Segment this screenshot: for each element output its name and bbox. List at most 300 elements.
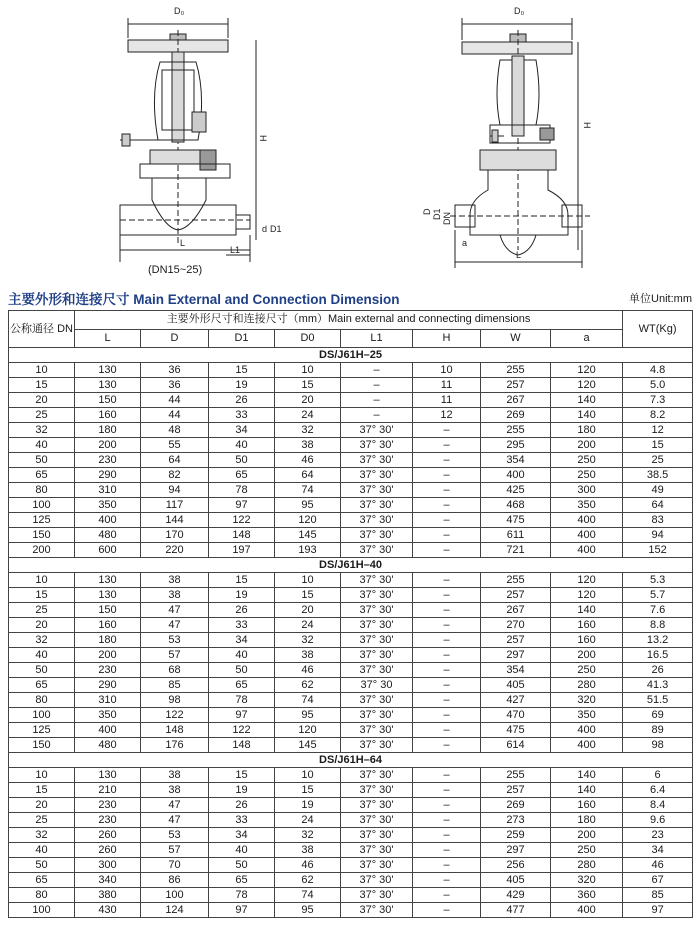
table-cell: 405 (481, 873, 551, 888)
table-cell: 37° 30' (341, 423, 413, 438)
table-cell: 230 (75, 663, 141, 678)
table-cell: 19 (209, 783, 275, 798)
table-cell: 260 (75, 828, 141, 843)
table-cell: 15 (275, 783, 341, 798)
table-cell: 97 (209, 903, 275, 918)
table-cell: 144 (141, 513, 209, 528)
table-cell: 10 (9, 363, 75, 378)
left-height-label: H (258, 135, 268, 142)
right-height-label: H (582, 122, 592, 129)
table-cell: 340 (75, 873, 141, 888)
table-cell: 269 (481, 408, 551, 423)
table-cell: – (413, 423, 481, 438)
table-cell: 8.2 (623, 408, 693, 423)
table-cell: 468 (481, 498, 551, 513)
table-cell: – (413, 888, 481, 903)
page-heading: 主要外形和连接尺寸 Main External and Connection Dimension (8, 292, 400, 307)
table-cell: 37° 30' (341, 873, 413, 888)
table-cell: 130 (75, 363, 141, 378)
table-row (9, 513, 693, 528)
table-cell: 62 (275, 873, 341, 888)
header-col-w: W (481, 329, 551, 348)
table-row (9, 903, 693, 918)
table-cell: 50 (209, 453, 275, 468)
table-cell: 250 (551, 453, 623, 468)
section-heading-row (8, 288, 692, 306)
table-cell: 74 (275, 693, 341, 708)
table-cell: 269 (481, 798, 551, 813)
table-cell: – (413, 738, 481, 753)
table-cell: 37° 30' (341, 828, 413, 843)
table-cell: 320 (551, 873, 623, 888)
header-col-a: a (551, 329, 623, 348)
table-row (9, 528, 693, 543)
table-cell: 50 (209, 663, 275, 678)
table-cell: – (413, 618, 481, 633)
table-cell: 48 (141, 423, 209, 438)
table-cell: 86 (141, 873, 209, 888)
table-cell: 32 (275, 828, 341, 843)
table-cell: 120 (551, 363, 623, 378)
table-cell: 380 (75, 888, 141, 903)
table-cell: 97 (209, 498, 275, 513)
table-cell: 140 (551, 783, 623, 798)
table-cell: 50 (9, 858, 75, 873)
table-cell: 145 (275, 738, 341, 753)
table-row (9, 843, 693, 858)
table-cell: 425 (481, 483, 551, 498)
table-cell: 148 (209, 528, 275, 543)
right-valve-drawing (450, 18, 590, 268)
table-cell: 176 (141, 738, 209, 753)
table-row (9, 498, 693, 513)
table-cell: 49 (623, 483, 693, 498)
table-cell: 100 (9, 708, 75, 723)
table-cell: 470 (481, 708, 551, 723)
table-cell: 32 (9, 423, 75, 438)
table-cell: 36 (141, 378, 209, 393)
table-cell: – (413, 858, 481, 873)
table-cell: 25 (9, 408, 75, 423)
table-cell: 37° 30' (341, 453, 413, 468)
table-cell: 80 (9, 693, 75, 708)
table-cell: 122 (141, 708, 209, 723)
right-a-label: a (462, 238, 468, 248)
table-cell: – (413, 633, 481, 648)
table-cell: 20 (275, 603, 341, 618)
table-cell: 400 (481, 468, 551, 483)
table-cell: 38 (141, 783, 209, 798)
table-cell: 148 (141, 723, 209, 738)
drawing-caption: (DN15~25) (148, 264, 203, 276)
table-cell: 40 (9, 648, 75, 663)
left-d-label: d (262, 224, 268, 234)
table-cell: 300 (75, 858, 141, 873)
table-cell: 220 (141, 543, 209, 558)
table-cell: 37° 30' (341, 483, 413, 498)
table-cell: 122 (209, 513, 275, 528)
table-cell: 37° 30' (341, 618, 413, 633)
table-cell: 85 (623, 888, 693, 903)
table-cell: 97 (209, 708, 275, 723)
table-cell: 10 (9, 768, 75, 783)
table-cell: 405 (481, 678, 551, 693)
table-cell: 15 (209, 573, 275, 588)
table-row (9, 588, 693, 603)
table-cell: 37° 30' (341, 513, 413, 528)
table-cell: 50 (9, 453, 75, 468)
table-cell: 125 (9, 723, 75, 738)
table-cell: 46 (275, 453, 341, 468)
table-cell: 600 (75, 543, 141, 558)
table-cell: 34 (209, 633, 275, 648)
table-cell: 95 (275, 498, 341, 513)
table-cell: 430 (75, 903, 141, 918)
table-cell: 25 (9, 813, 75, 828)
table-cell: 427 (481, 693, 551, 708)
table-row (9, 618, 693, 633)
table-cell: 50 (209, 858, 275, 873)
table-cell: 37° 30' (341, 543, 413, 558)
table-cell: – (413, 483, 481, 498)
table-row (9, 678, 693, 693)
table-cell: 34 (209, 423, 275, 438)
table-cell: 44 (141, 408, 209, 423)
table-cell: 257 (481, 633, 551, 648)
table-cell: 37° 30 (341, 678, 413, 693)
table-cell: 38 (141, 768, 209, 783)
table-cell: 200 (551, 828, 623, 843)
table-cell: 360 (551, 888, 623, 903)
table-cell: 46 (275, 858, 341, 873)
table-cell: 15 (9, 378, 75, 393)
table-cell: 400 (551, 513, 623, 528)
table-cell: – (413, 798, 481, 813)
table-cell: 24 (275, 813, 341, 828)
table-cell: 354 (481, 453, 551, 468)
table-row (9, 603, 693, 618)
table-cell: 38 (141, 573, 209, 588)
table-cell: 140 (551, 603, 623, 618)
valve-drawings (0, 0, 700, 282)
header-col-h: H (413, 329, 481, 348)
table-cell: – (413, 768, 481, 783)
table-cell: 78 (209, 888, 275, 903)
table-cell: 65 (209, 468, 275, 483)
table-cell: 40 (209, 438, 275, 453)
table-row (9, 783, 693, 798)
table-cell: 200 (75, 648, 141, 663)
table-cell: 65 (209, 873, 275, 888)
table-cell: 34 (209, 828, 275, 843)
table-cell: – (413, 813, 481, 828)
table-cell: – (413, 663, 481, 678)
table-cell: 64 (275, 468, 341, 483)
table-cell: 74 (275, 483, 341, 498)
table-cell: 15 (9, 783, 75, 798)
table-cell: 259 (481, 828, 551, 843)
table-cell: 160 (75, 408, 141, 423)
table-cell: 295 (481, 438, 551, 453)
table-cell: 10 (275, 768, 341, 783)
table-cell: 140 (551, 408, 623, 423)
table-cell: 11 (413, 393, 481, 408)
table-cell: 140 (551, 393, 623, 408)
table-cell: 480 (75, 528, 141, 543)
table-cell: 40 (9, 843, 75, 858)
table-cell: 15 (623, 438, 693, 453)
table-cell: 310 (75, 483, 141, 498)
table-cell: 85 (141, 678, 209, 693)
table-cell: 37° 30' (341, 798, 413, 813)
table-cell: – (413, 903, 481, 918)
table-row (9, 858, 693, 873)
table-cell: 26 (209, 603, 275, 618)
table-cell: 230 (75, 813, 141, 828)
table-row (9, 633, 693, 648)
table-cell: 47 (141, 798, 209, 813)
header-wt: WT(Kg) (623, 311, 693, 348)
table-body (9, 348, 693, 918)
header-col-d1: D1 (209, 329, 275, 348)
table-cell: 180 (551, 423, 623, 438)
table-cell: 19 (209, 588, 275, 603)
table-cell: 267 (481, 393, 551, 408)
table-cell: 94 (141, 483, 209, 498)
table-cell: 120 (275, 723, 341, 738)
table-cell: 82 (141, 468, 209, 483)
table-cell: 26 (623, 663, 693, 678)
table-cell: 69 (623, 708, 693, 723)
header-group: 主要外形尺寸和连接尺寸（mm）Main external and connecting dimensions (75, 311, 623, 330)
table-cell: 255 (481, 573, 551, 588)
table-cell: 19 (209, 378, 275, 393)
table-cell: 40 (209, 648, 275, 663)
table-cell: – (413, 678, 481, 693)
table-cell: 41.3 (623, 678, 693, 693)
table-cell: 400 (551, 543, 623, 558)
table-cell: 37° 30' (341, 468, 413, 483)
table-cell: 36 (141, 363, 209, 378)
table-cell: 4.8 (623, 363, 693, 378)
table-cell: 70 (141, 858, 209, 873)
header-col-l: L (75, 329, 141, 348)
right-d1-label: D1 (432, 208, 442, 220)
table-cell: 230 (75, 798, 141, 813)
table-cell: 100 (141, 888, 209, 903)
table-cell: 38 (275, 843, 341, 858)
table-cell: 20 (9, 798, 75, 813)
table-cell: 51.5 (623, 693, 693, 708)
table-cell: 25 (623, 453, 693, 468)
table-cell: 89 (623, 723, 693, 738)
table-cell: 145 (275, 528, 341, 543)
table-cell: 197 (209, 543, 275, 558)
table-row (9, 648, 693, 663)
table-cell: 38 (275, 648, 341, 663)
table-cell: 257 (481, 588, 551, 603)
table-cell: 10 (413, 363, 481, 378)
table-cell: 400 (75, 723, 141, 738)
table-cell: 46 (623, 858, 693, 873)
table-cell: 67 (623, 873, 693, 888)
table-cell: 170 (141, 528, 209, 543)
table-cell: 120 (275, 513, 341, 528)
table-cell: 37° 30' (341, 813, 413, 828)
table-cell: 37° 30' (341, 438, 413, 453)
table-cell: 200 (551, 648, 623, 663)
table-cell: 290 (75, 468, 141, 483)
table-cell: 150 (9, 528, 75, 543)
table-cell: – (413, 513, 481, 528)
table-cell: 160 (551, 798, 623, 813)
table-cell: 480 (75, 738, 141, 753)
table-cell: 65 (209, 678, 275, 693)
section-title: DS/J61H–40 (9, 558, 693, 573)
table-cell: – (413, 543, 481, 558)
table-cell: 257 (481, 783, 551, 798)
left-l1-label: L1 (230, 245, 241, 255)
table-cell: 400 (551, 903, 623, 918)
table-cell: 100 (9, 498, 75, 513)
table-row (9, 738, 693, 753)
section-row (9, 558, 693, 573)
table-cell: 130 (75, 378, 141, 393)
table-cell: – (413, 588, 481, 603)
table-cell: 37° 30' (341, 768, 413, 783)
section-row (9, 348, 693, 363)
table-cell: – (413, 438, 481, 453)
table-cell: 97 (623, 903, 693, 918)
table-cell: 10 (275, 363, 341, 378)
table-cell: 65 (9, 678, 75, 693)
table-cell: 260 (75, 843, 141, 858)
table-row (9, 813, 693, 828)
table-cell: 193 (275, 543, 341, 558)
table-cell: 350 (551, 708, 623, 723)
table-cell: 270 (481, 618, 551, 633)
table-cell: 273 (481, 813, 551, 828)
table-cell: 400 (551, 738, 623, 753)
table-row (9, 453, 693, 468)
table-cell: 257 (481, 378, 551, 393)
table-cell: 200 (551, 438, 623, 453)
table-cell: 94 (623, 528, 693, 543)
table-cell: 44 (141, 393, 209, 408)
left-top-dimension-label: D₀ (174, 6, 185, 16)
table-row (9, 873, 693, 888)
table-cell: 65 (9, 468, 75, 483)
table-row (9, 483, 693, 498)
table-cell: 16.5 (623, 648, 693, 663)
right-top-dimension-label: D₀ (514, 6, 525, 16)
table-cell: 297 (481, 843, 551, 858)
table-cell: 150 (75, 603, 141, 618)
table-cell: 7.6 (623, 603, 693, 618)
table-cell: 37° 30' (341, 888, 413, 903)
table-cell: – (413, 603, 481, 618)
table-cell: 46 (275, 663, 341, 678)
table-cell: 64 (623, 498, 693, 513)
table-cell: – (413, 843, 481, 858)
table-cell: 210 (75, 783, 141, 798)
right-l-label: L (516, 250, 522, 260)
table-cell: – (413, 648, 481, 663)
table-cell: 47 (141, 603, 209, 618)
table-cell: 400 (75, 513, 141, 528)
table-cell: 130 (75, 573, 141, 588)
table-cell: 280 (551, 858, 623, 873)
table-cell: 47 (141, 618, 209, 633)
table-row (9, 573, 693, 588)
table-cell: 6 (623, 768, 693, 783)
table-cell: 5.3 (623, 573, 693, 588)
table-cell: 37° 30' (341, 633, 413, 648)
table-cell: 37° 30' (341, 588, 413, 603)
table-cell: 350 (75, 708, 141, 723)
header-col-d0: D0 (275, 329, 341, 348)
table-cell: 37° 30' (341, 738, 413, 753)
table-cell: 78 (209, 483, 275, 498)
table-cell: 6.4 (623, 783, 693, 798)
section-title: DS/J61H–64 (9, 753, 693, 768)
table-cell: 32 (275, 633, 341, 648)
table-cell: 180 (75, 423, 141, 438)
table-cell: 78 (209, 693, 275, 708)
table-cell: 37° 30' (341, 603, 413, 618)
table-row (9, 723, 693, 738)
table-cell: 152 (623, 543, 693, 558)
table-cell: 400 (551, 528, 623, 543)
table-cell: 24 (275, 618, 341, 633)
table-cell: – (413, 708, 481, 723)
table-cell: 37° 30' (341, 573, 413, 588)
table-cell: 160 (551, 633, 623, 648)
table-cell: 37° 30' (341, 498, 413, 513)
table-cell: 150 (75, 393, 141, 408)
table-cell: 33 (209, 408, 275, 423)
table-cell: 8.4 (623, 798, 693, 813)
table-cell: 10 (275, 573, 341, 588)
table-cell: 40 (9, 438, 75, 453)
left-d1-label: D1 (270, 224, 282, 234)
table-cell: 475 (481, 513, 551, 528)
right-d-label: D (422, 208, 432, 215)
table-cell: 160 (75, 618, 141, 633)
table-cell: – (413, 468, 481, 483)
table-cell: 47 (141, 813, 209, 828)
table-row (9, 693, 693, 708)
table-cell: 15 (209, 768, 275, 783)
table-row (9, 798, 693, 813)
table-cell: 611 (481, 528, 551, 543)
table-cell: 100 (9, 903, 75, 918)
header-col-l1: L1 (341, 329, 413, 348)
table-cell: 20 (9, 618, 75, 633)
table-cell: 53 (141, 633, 209, 648)
table-cell: 320 (551, 693, 623, 708)
table-row (9, 423, 693, 438)
table-cell: 80 (9, 483, 75, 498)
table-cell: 250 (551, 843, 623, 858)
table-cell: 95 (275, 708, 341, 723)
table-cell: 15 (9, 588, 75, 603)
table-cell: 37° 30' (341, 663, 413, 678)
table-cell: 255 (481, 423, 551, 438)
table-cell: 477 (481, 903, 551, 918)
table-cell: 300 (551, 483, 623, 498)
table-cell: 250 (551, 663, 623, 678)
